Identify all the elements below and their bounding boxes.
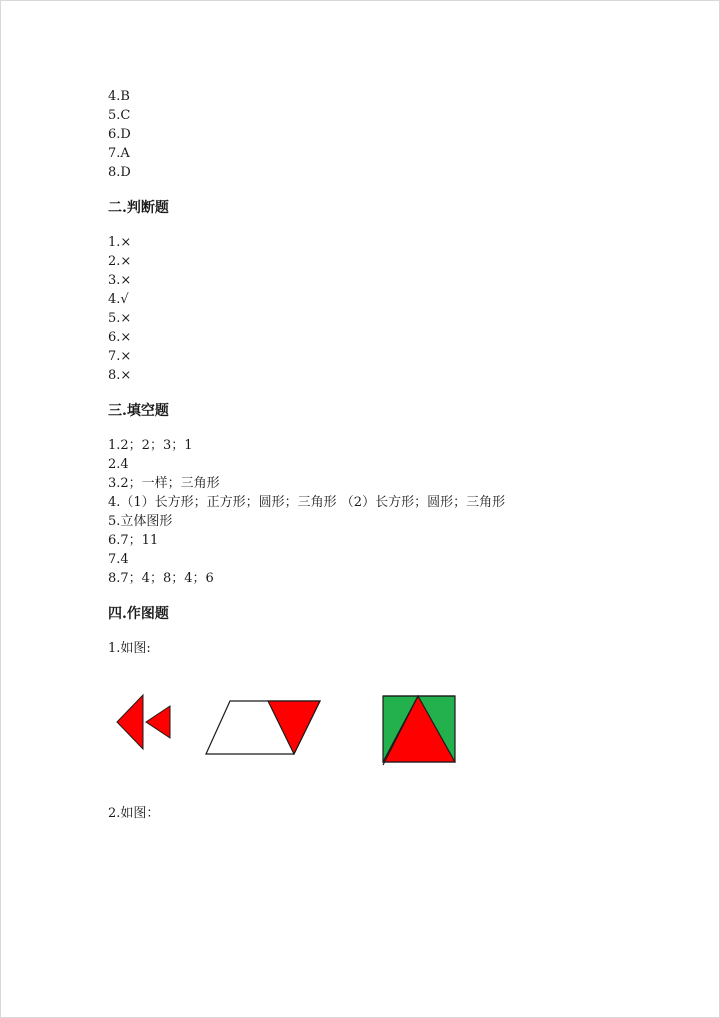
answer-line: 8.×	[108, 368, 132, 383]
section-heading-judgement: 二.判断题	[108, 200, 169, 216]
answer-line: 6.D	[108, 127, 131, 142]
answer-line: 2.4	[108, 457, 129, 472]
answer-line: 4.B	[108, 89, 130, 104]
question-label-2: 2.如图：	[108, 806, 160, 821]
answer-line: 5.立体图形	[108, 514, 173, 529]
answer-line: 7.4	[108, 552, 129, 567]
answer-line: 1.2；2；3；1	[108, 438, 193, 453]
answer-line: 7.A	[108, 146, 130, 161]
answer-line: 5.C	[108, 108, 131, 123]
answer-line: 2.×	[108, 254, 132, 269]
answer-line: 3.2；一样；三角形	[108, 476, 220, 491]
answer-line: 6.7；11	[108, 533, 159, 548]
answer-line: 8.D	[108, 165, 131, 180]
answer-line: 7.×	[108, 349, 132, 364]
answer-line: 4.（1）长方形；正方形；圆形；三角形 （2）长方形；圆形；三角形	[108, 495, 506, 510]
answer-line: 4.√	[108, 292, 129, 307]
section-heading-drawing: 四.作图题	[108, 606, 169, 622]
answer-line: 5.×	[108, 311, 132, 326]
parallelogram-figure	[206, 701, 320, 754]
answer-line: 3.×	[108, 273, 132, 288]
answer-line: 8.7；4；8；4；6	[108, 571, 214, 586]
answer-line: 1.×	[108, 235, 132, 250]
arrow-triangle-large	[117, 695, 143, 749]
double-arrow-figure	[117, 695, 170, 749]
square-figure	[383, 696, 455, 765]
section-heading-fill-blank: 三.填空题	[108, 403, 169, 419]
arrow-triangle-small	[146, 706, 170, 738]
answer-line: 6.×	[108, 330, 132, 345]
question-label-1: 1.如图:	[108, 641, 151, 656]
